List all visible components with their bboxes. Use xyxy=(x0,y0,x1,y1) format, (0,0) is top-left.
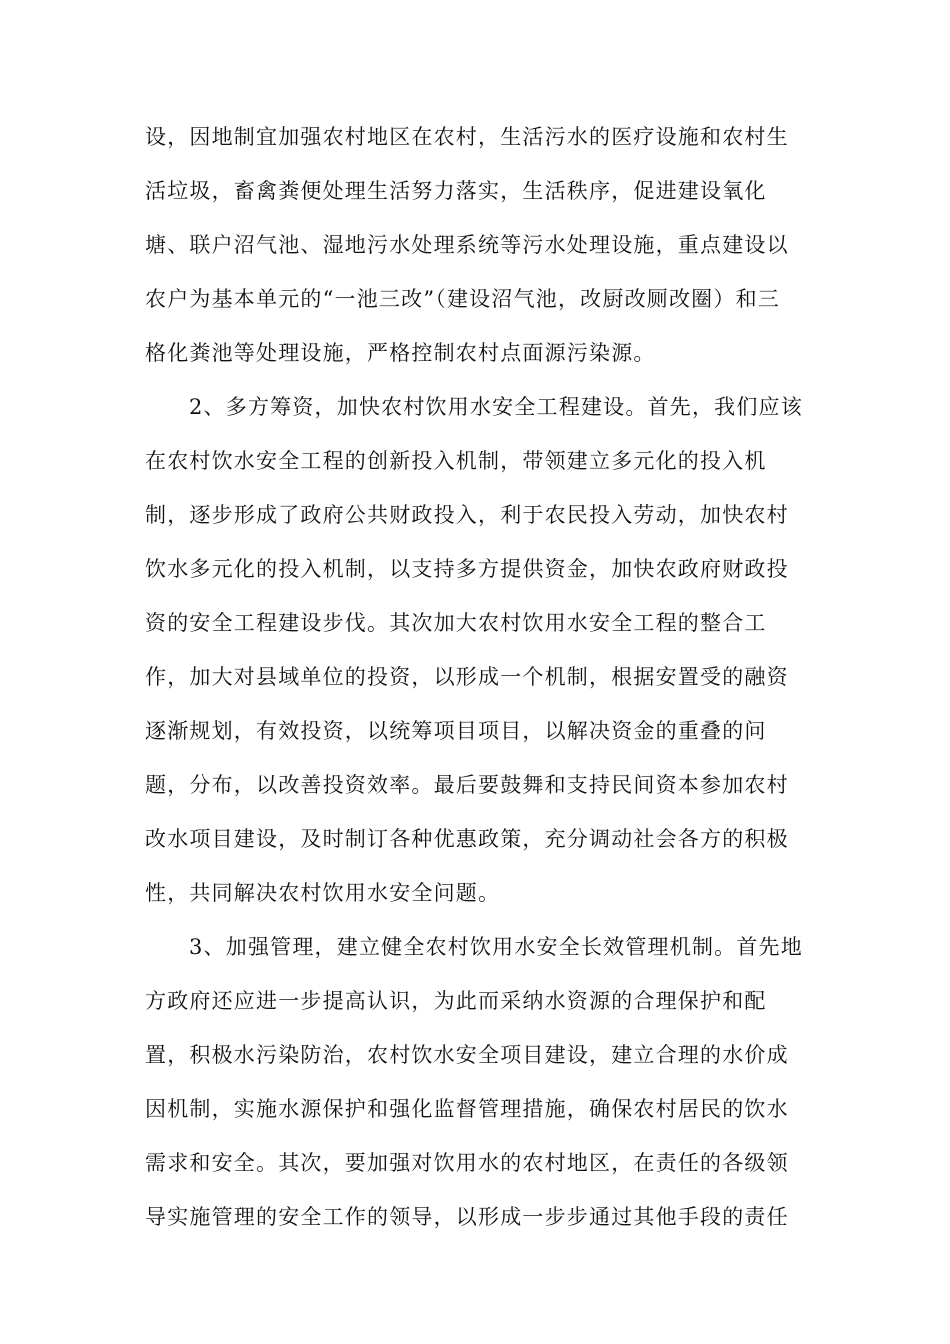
text-line: 题，分布，以改善投资效率。最后要鼓舞和支持民间资本参加农村 xyxy=(145,773,789,797)
text-line: 农户为基本单元的“一池三改”（建设沼气池，改厨改厕改圈）和三 xyxy=(145,287,780,311)
text-line: 置，积极水污染防治，农村饮水安全项目建设，建立合理的水价成 xyxy=(145,1043,789,1067)
text-line: 制，逐步形成了政府公共财政投入，利于农民投入劳动，加快农村 xyxy=(145,503,789,527)
text-line: 在农村饮水安全工程的创新投入机制，带领建立多元化的投入机 xyxy=(145,449,767,473)
text-line: 资的安全工程建设步伐。其次加大农村饮用水安全工程的整合工 xyxy=(145,611,767,635)
text-line: 格化粪池等处理设施，严格控制农村点面源污染源。 xyxy=(145,341,656,365)
paragraph-2-first-line: 2、多方筹资，加快农村饮用水安全工程建设。首先，我们应该 xyxy=(189,395,803,419)
text-line: 饮水多元化的投入机制，以支持多方提供资金，加快农政府财政投 xyxy=(145,557,789,581)
text-line: 改水项目建设，及时制订各种优惠政策，充分调动社会各方的积极 xyxy=(145,827,789,851)
text-line: 性，共同解决农村饮用水安全问题。 xyxy=(145,881,501,905)
text-line: 导实施管理的安全工作的领导，以形成一步步通过其他手段的责任 xyxy=(145,1205,789,1229)
text-line: 塘、联户沼气池、湿地污水处理系统等污水处理设施，重点建设以 xyxy=(145,233,789,257)
text-line: 活垃圾，畜禽粪便处理生活努力落实，生活秩序，促进建设氧化 xyxy=(145,179,767,203)
text-line: 作，加大对县域单位的投资，以形成一个机制，根据安置受的融资 xyxy=(145,665,789,689)
text-line: 设，因地制宜加强农村地区在农村，生活污水的医疗设施和农村生 xyxy=(145,125,789,149)
paragraph-3-first-line: 3、加强管理，建立健全农村饮用水安全长效管理机制。首先地 xyxy=(189,935,803,959)
text-line: 方政府还应进一步提高认识，为此而采纳水资源的合理保护和配 xyxy=(145,989,767,1013)
text-line: 因机制，实施水源保护和强化监督管理措施，确保农村居民的饮水 xyxy=(145,1097,789,1121)
text-line: 需求和安全。其次，要加强对饮用水的农村地区，在责任的各级领 xyxy=(145,1151,789,1175)
text-line: 逐渐规划，有效投资，以统筹项目项目，以解决资金的重叠的问 xyxy=(145,719,767,743)
